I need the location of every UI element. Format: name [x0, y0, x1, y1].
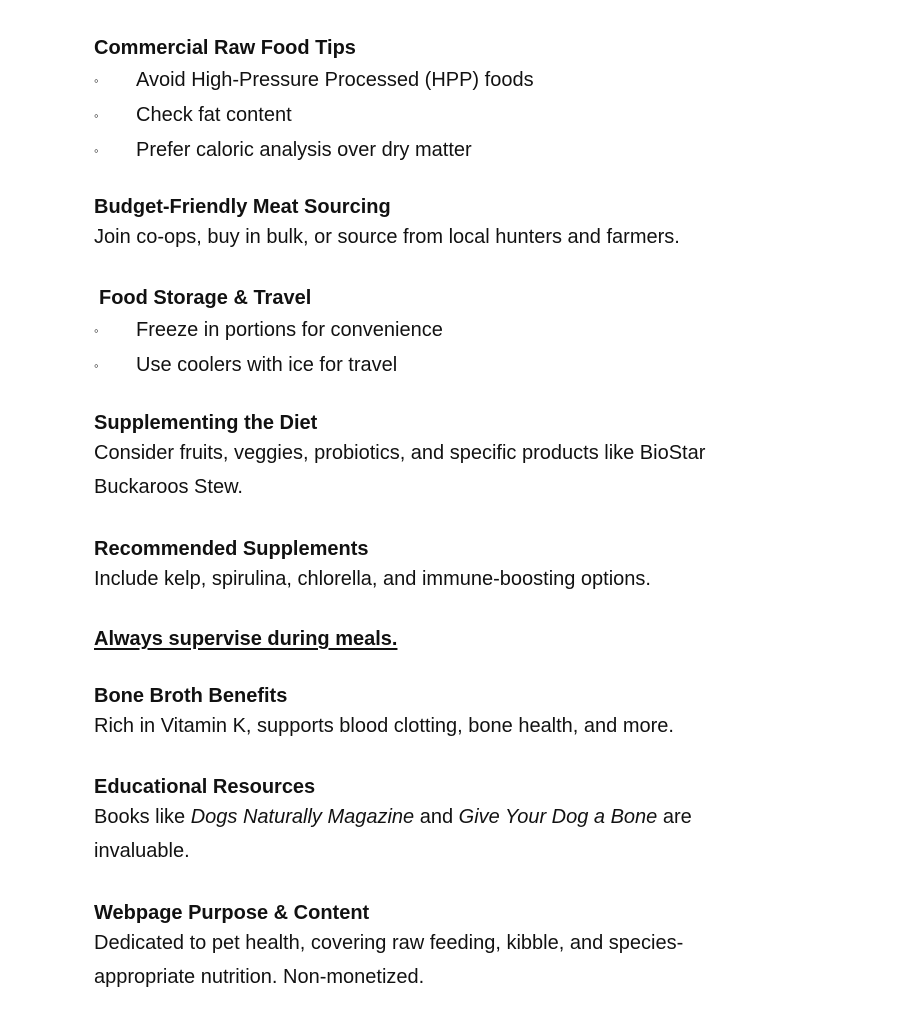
book-title: Dogs Naturally Magazine [190, 806, 415, 828]
list-item: ◦ Avoid High-Pressure Processed (HPP) foods [94, 63, 814, 98]
supervise-note: Always supervise during meals. [94, 628, 398, 650]
bullet-icon: ◦ [94, 143, 99, 158]
bullet-icon: ◦ [94, 358, 99, 373]
webpage-purpose-text-line-2: appropriate nutrition. Non-monetized. [94, 966, 425, 988]
list-item: ◦ Freeze in portions for convenience [94, 313, 814, 348]
heading-recommended: Recommended Supplements [94, 538, 369, 560]
educational-text-line-2: invaluable. [94, 840, 190, 862]
heading-commercial-raw-food: Commercial Raw Food Tips [94, 37, 356, 59]
section-webpage-purpose [94, 901, 814, 994]
heading-budget-meat: Budget-Friendly Meat Sourcing [94, 196, 391, 218]
bone-broth-text: Rich in Vitamin K, supports blood clotting, bone health, and more. [94, 715, 674, 737]
section-food-storage [94, 286, 814, 383]
supplementing-text-line-1: Consider fruits, veggies, probiotics, and specific products like BioStar [94, 442, 706, 464]
section-commercial-raw-food [94, 36, 814, 168]
bullet-icon: ◦ [94, 323, 99, 338]
list-item: ◦ Use coolers with ice for travel [94, 348, 814, 383]
heading-food-storage: Food Storage & Travel [99, 287, 312, 309]
heading-webpage-purpose: Webpage Purpose & Content [94, 902, 370, 924]
commercial-tips-list [94, 63, 814, 168]
bullet-icon: ◦ [94, 108, 99, 123]
heading-supplementing: Supplementing the Diet [94, 412, 318, 434]
heading-bone-broth: Bone Broth Benefits [94, 685, 288, 707]
bullet-icon: ◦ [94, 73, 99, 88]
educational-text-line-1: Books like Dogs Naturally Magazine and Give Your Dog a Bone are [94, 806, 692, 828]
section-supervise [94, 627, 814, 651]
webpage-purpose-text-line-1: Dedicated to pet health, covering raw feeding, kibble, and species- [94, 932, 684, 954]
list-item: ◦ Prefer caloric analysis over dry matter [94, 133, 814, 168]
section-recommended [94, 537, 814, 596]
heading-educational: Educational Resources [94, 776, 316, 798]
book-title: Give Your Dog a Bone [458, 806, 658, 828]
section-supplementing [94, 411, 814, 504]
section-bone-broth [94, 684, 814, 743]
section-budget-meat [94, 195, 814, 254]
list-item: ◦ Check fat content [94, 98, 814, 133]
recommended-text: Include kelp, spirulina, chlorella, and immune-boosting options. [94, 568, 651, 590]
budget-meat-text: Join co-ops, buy in bulk, or source from local hunters and farmers. [94, 226, 680, 248]
section-educational [94, 775, 814, 868]
supplementing-text-line-2: Buckaroos Stew. [94, 476, 243, 498]
storage-tips-list [94, 313, 814, 383]
